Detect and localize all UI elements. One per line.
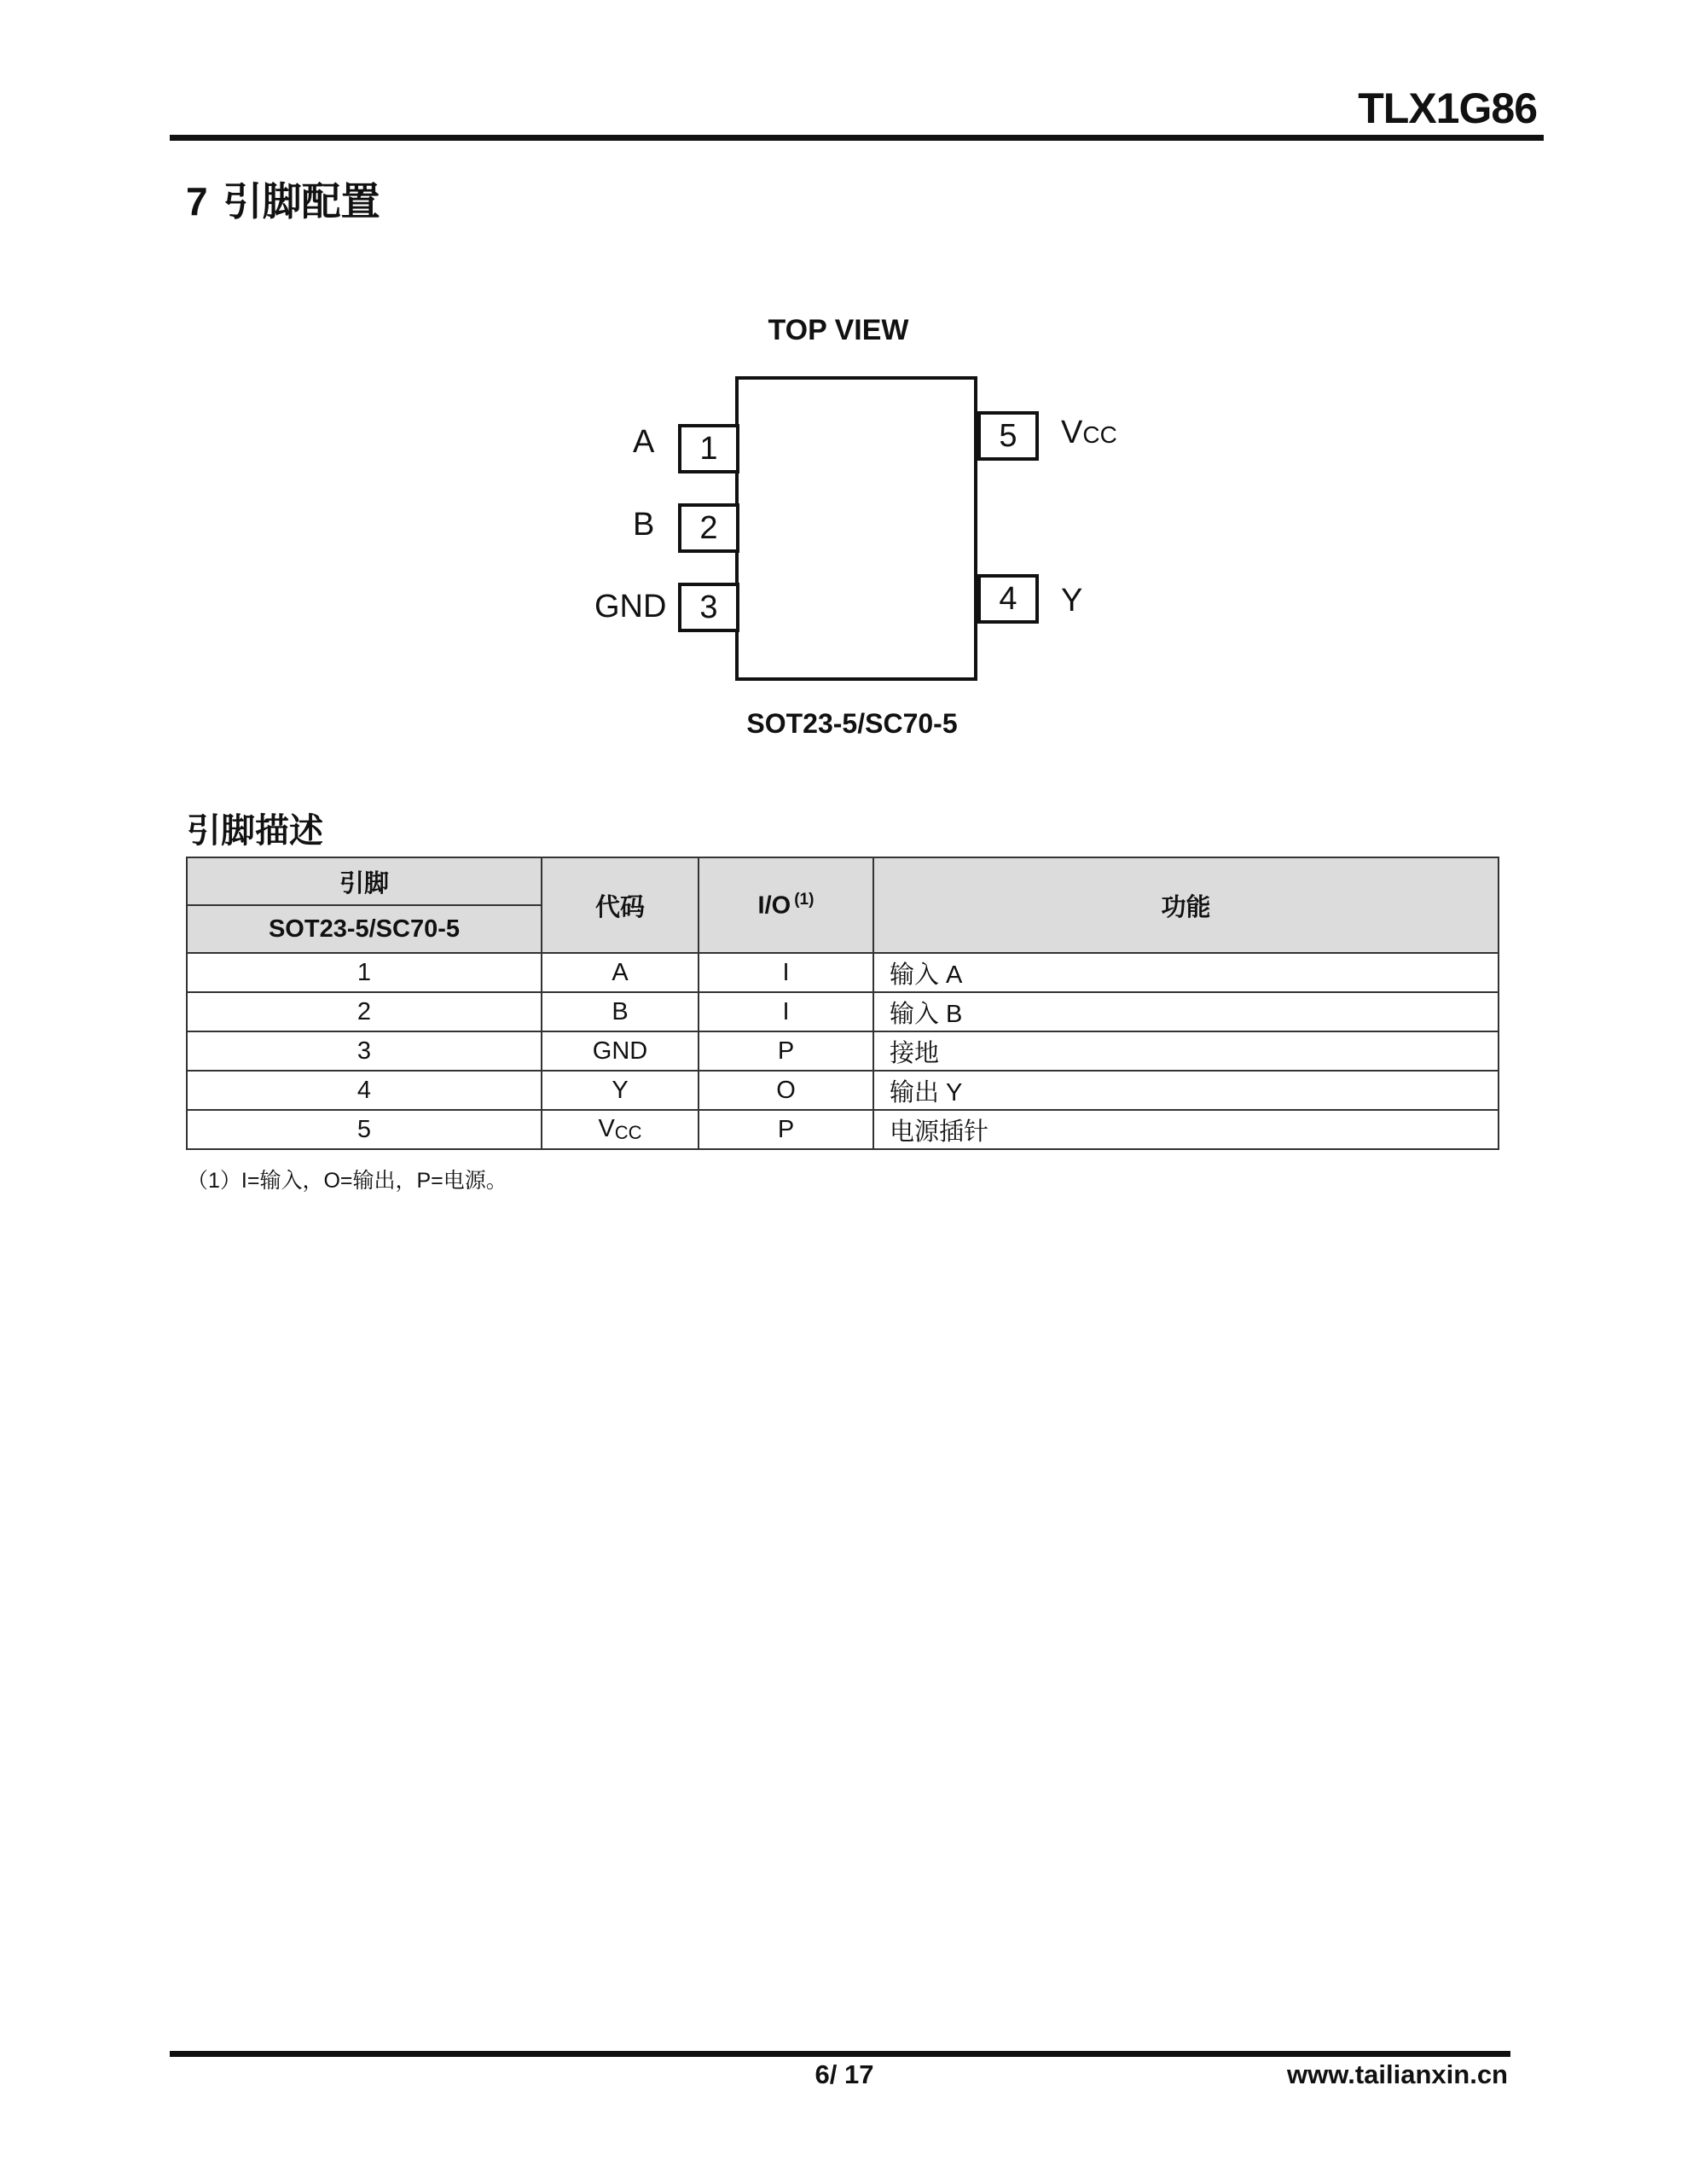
cell-pin: 2 [187,992,542,1031]
pin-2-label: B [633,507,655,543]
io-footnote-ref: (1) [794,890,815,909]
table-row [187,992,1499,1031]
header-function: 功能 [873,857,1499,953]
section-title [186,171,380,227]
cell-pin: 4 [187,1071,542,1110]
table-row [187,1071,1499,1110]
cell-function: 电源插针 [873,1110,1499,1149]
header-rule [170,135,1544,141]
section-heading: 引脚配置 [223,179,380,224]
cell-io: P [699,1110,873,1149]
pin-4-label: Y [1061,583,1083,619]
footer-rule [170,2051,1510,2057]
cell-pin: 3 [187,1031,542,1071]
table-row [187,1031,1499,1071]
chip-body [735,376,977,681]
cell-function: 输入 B [873,992,1499,1031]
table-footnote: （1）I=输入，O=输出，P=电源。 [187,1169,507,1193]
table-header-row [187,857,1499,905]
top-view-label: TOP VIEW [768,314,909,346]
cell-code: Y [542,1071,699,1110]
pin-description-title: 引脚描述 [187,812,323,850]
code-subscript: CC [614,1122,642,1143]
pin-5-box: 5 [977,411,1039,461]
pin-4-box: 4 [977,574,1039,624]
cell-code: VCC [542,1110,699,1149]
header-io: I/O $^{(1)}$ [699,857,873,953]
cell-function: 接地 [873,1031,1499,1071]
pin-1-box: 1 [678,424,739,473]
pin-3-box: 3 [678,583,739,632]
section-number: 7 [186,179,208,224]
page-number: 6/ 17 [815,2059,874,2089]
header-code: 代码 [542,857,699,953]
pin-5-label: VCC [1061,415,1117,450]
cell-code: B [542,992,699,1031]
header-package: SOT23-5/SC70-5 [187,905,542,953]
pin-1-label: A [633,424,655,460]
cell-code: A [542,953,699,992]
pin-3-label: GND [594,589,667,624]
pin-description-table [186,857,1499,1150]
package-label: SOT23-5/SC70-5 [746,708,958,739]
website-link[interactable]: www.tailianxin.cn [1287,2059,1508,2089]
table-row [187,1110,1499,1149]
header-pin: 引脚 [187,857,542,905]
cell-io: O [699,1071,873,1110]
cell-pin: 5 [187,1110,542,1149]
table-row [187,953,1499,992]
cell-pin: 1 [187,953,542,992]
cell-io: I [699,992,873,1031]
cell-io: P [699,1031,873,1071]
cell-io: I [699,953,873,992]
document-id: TLX1G86 [1358,84,1537,132]
cell-function: 输出 Y [873,1071,1499,1110]
cell-code: GND [542,1031,699,1071]
pin-5-label-subscript: CC [1082,421,1117,448]
cell-function: 输入 A [873,953,1499,992]
pin-2-box: 2 [678,503,739,553]
